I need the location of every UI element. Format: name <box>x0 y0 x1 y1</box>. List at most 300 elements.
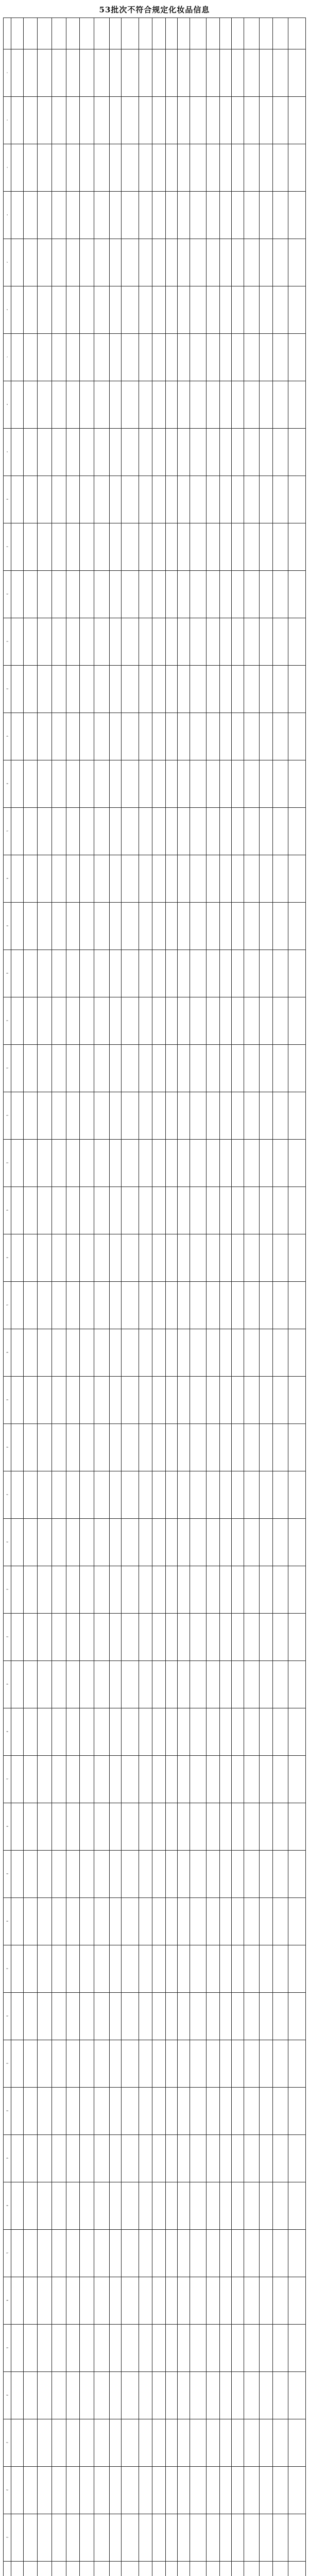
table-cell <box>79 997 94 1045</box>
table-cell <box>11 618 23 666</box>
table-cell <box>52 1045 66 1092</box>
table-cell <box>288 1614 305 1661</box>
table-cell <box>38 2419 52 2467</box>
table-cell <box>109 523 122 571</box>
table-cell <box>288 713 305 760</box>
table-cell <box>178 1993 190 2040</box>
table-cell <box>152 381 166 429</box>
table-cell <box>190 2514 206 2562</box>
table-cell <box>165 903 178 950</box>
table-cell <box>122 381 139 429</box>
table-cell <box>272 1140 288 1187</box>
table-row <box>4 2135 306 2182</box>
table-row <box>4 808 306 855</box>
table-cell <box>190 1187 206 1234</box>
table-cell <box>165 1329 178 1377</box>
row-number-cell: 43 <box>4 2040 11 2088</box>
table-cell <box>109 950 122 997</box>
table-cell <box>244 429 259 476</box>
table-cell <box>244 903 259 950</box>
table-cell <box>11 476 23 523</box>
table-row <box>4 192 306 239</box>
table-cell <box>219 2325 232 2372</box>
table-row <box>4 1803 306 1851</box>
table-cell <box>66 49 80 97</box>
table-cell <box>122 476 139 523</box>
table-cell <box>38 1092 52 1140</box>
row-number-cell <box>4 2562 11 2576</box>
table-cell <box>52 855 66 903</box>
table-cell <box>94 808 109 855</box>
table-cell <box>288 2135 305 2182</box>
table-cell <box>259 1471 272 1519</box>
table-cell <box>219 997 232 1045</box>
table-cell <box>109 1282 122 1329</box>
table-cell <box>288 523 305 571</box>
column-header <box>244 18 259 49</box>
table-cell <box>11 429 23 476</box>
table-cell <box>190 239 206 286</box>
table-cell <box>190 429 206 476</box>
table-cell <box>11 713 23 760</box>
table-cell <box>52 523 66 571</box>
table-cell <box>244 334 259 381</box>
table-cell <box>122 2040 139 2088</box>
table-cell <box>165 1519 178 1566</box>
table-cell <box>207 713 220 760</box>
table-cell <box>79 1187 94 1234</box>
table-cell <box>219 144 232 192</box>
table-cell <box>219 1045 232 1092</box>
table-cell <box>207 2514 220 2562</box>
table-cell <box>259 1803 272 1851</box>
table-cell <box>152 1519 166 1566</box>
table-cell <box>207 239 220 286</box>
table-cell <box>109 997 122 1045</box>
table-cell <box>244 2514 259 2562</box>
table-cell <box>178 381 190 429</box>
table-cell <box>259 1140 272 1187</box>
table-cell <box>122 1945 139 1993</box>
row-number-cell: 19 <box>4 903 11 950</box>
table-cell <box>288 381 305 429</box>
table-cell <box>288 571 305 618</box>
table-cell <box>38 1329 52 1377</box>
table-cell <box>288 1471 305 1519</box>
table-cell <box>244 381 259 429</box>
table-cell <box>232 429 244 476</box>
table-cell <box>219 2230 232 2277</box>
table-cell <box>152 760 166 808</box>
table-cell <box>94 2467 109 2514</box>
table-cell <box>219 1187 232 1234</box>
row-number-cell: 33 <box>4 1566 11 1614</box>
table-cell <box>288 144 305 192</box>
table-cell <box>139 381 152 429</box>
table-cell <box>272 1566 288 1614</box>
table-cell <box>165 2182 178 2230</box>
table-cell <box>219 903 232 950</box>
table-cell <box>219 334 232 381</box>
table-cell <box>66 1898 80 1945</box>
table-cell <box>66 2372 80 2419</box>
table-cell <box>94 1851 109 1898</box>
table-cell <box>232 855 244 903</box>
table-cell <box>232 997 244 1045</box>
table-cell <box>207 49 220 97</box>
table-cell <box>109 2419 122 2467</box>
row-number-cell: 9 <box>4 429 11 476</box>
table-cell <box>11 1282 23 1329</box>
table-cell <box>207 2040 220 2088</box>
table-cell <box>190 2230 206 2277</box>
table-cell <box>139 144 152 192</box>
table-cell <box>207 2277 220 2325</box>
table-cell <box>66 618 80 666</box>
table-cell <box>178 1756 190 1803</box>
table-cell <box>79 334 94 381</box>
table-cell <box>244 1803 259 1851</box>
table-cell <box>165 1424 178 1471</box>
table-cell <box>52 381 66 429</box>
table-cell <box>244 2135 259 2182</box>
table-row <box>4 571 306 618</box>
table-cell <box>11 2419 23 2467</box>
table-cell <box>259 286 272 334</box>
table-cell <box>139 903 152 950</box>
table-cell <box>207 855 220 903</box>
table-cell <box>272 1092 288 1140</box>
table-cell <box>94 950 109 997</box>
table-cell <box>232 1092 244 1140</box>
table-cell <box>288 903 305 950</box>
table-cell <box>52 1945 66 1993</box>
table-cell <box>259 49 272 97</box>
table-row <box>4 1140 306 1187</box>
table-cell <box>207 523 220 571</box>
table-cell <box>272 381 288 429</box>
table-cell <box>232 1708 244 1756</box>
table-cell <box>272 1803 288 1851</box>
table-cell <box>178 1140 190 1187</box>
table-cell <box>165 2277 178 2325</box>
table-cell <box>23 1708 38 1756</box>
table-cell <box>52 2419 66 2467</box>
table-cell <box>178 429 190 476</box>
table-cell <box>139 1898 152 1945</box>
table-cell <box>79 2230 94 2277</box>
table-cell <box>152 571 166 618</box>
table-cell <box>190 760 206 808</box>
table-cell <box>122 429 139 476</box>
table-cell <box>244 1092 259 1140</box>
table-cell <box>244 239 259 286</box>
table-cell <box>38 1424 52 1471</box>
table-cell <box>259 1708 272 1756</box>
table-cell <box>288 1756 305 1803</box>
table-cell <box>94 1471 109 1519</box>
table-cell <box>219 1282 232 1329</box>
table-cell <box>79 855 94 903</box>
table-cell <box>178 571 190 618</box>
table-cell <box>139 1803 152 1851</box>
table-cell <box>109 192 122 239</box>
table-cell <box>165 2088 178 2135</box>
table-cell <box>109 1140 122 1187</box>
table-cell <box>109 429 122 476</box>
table-cell <box>190 2467 206 2514</box>
row-number-cell: 39 <box>4 1851 11 1898</box>
column-header <box>66 18 80 49</box>
table-cell <box>11 2230 23 2277</box>
table-cell <box>122 2419 139 2467</box>
table-cell <box>165 1566 178 1614</box>
table-cell <box>259 1045 272 1092</box>
table-cell <box>152 1708 166 1756</box>
row-number-cell: 35 <box>4 1661 11 1708</box>
table-cell <box>207 1661 220 1708</box>
table-cell <box>190 1424 206 1471</box>
table-cell <box>178 286 190 334</box>
table-cell <box>259 2182 272 2230</box>
table-cell <box>66 1566 80 1614</box>
table-cell <box>288 2230 305 2277</box>
row-number-cell: 21 <box>4 997 11 1045</box>
table-cell <box>259 2135 272 2182</box>
table-cell <box>232 760 244 808</box>
table-cell <box>207 1566 220 1614</box>
row-number-cell: 23 <box>4 1092 11 1140</box>
table-cell <box>109 2467 122 2514</box>
table-cell <box>109 2277 122 2325</box>
table-cell <box>52 1614 66 1661</box>
table-cell <box>232 1377 244 1424</box>
table-cell <box>122 1756 139 1803</box>
table-cell <box>23 2467 38 2514</box>
table-cell <box>219 1851 232 1898</box>
table-cell <box>244 1898 259 1945</box>
table-cell <box>272 1756 288 1803</box>
table-cell <box>207 666 220 713</box>
table-cell <box>109 97 122 144</box>
table-cell <box>94 476 109 523</box>
table-cell <box>109 2040 122 2088</box>
row-number-cell: 8 <box>4 381 11 429</box>
table-cell <box>165 1092 178 1140</box>
table-cell <box>122 2277 139 2325</box>
table-cell <box>190 2135 206 2182</box>
table-cell <box>152 1234 166 1282</box>
table-cell <box>139 571 152 618</box>
table-cell <box>272 1234 288 1282</box>
table-cell <box>38 997 52 1045</box>
table-cell <box>232 1993 244 2040</box>
table-row <box>4 1471 306 1519</box>
table-cell <box>244 666 259 713</box>
table-cell <box>288 1234 305 1282</box>
table-cell <box>232 2514 244 2562</box>
table-cell <box>219 286 232 334</box>
table-cell <box>66 2467 80 2514</box>
table-row <box>4 1756 306 1803</box>
table-cell <box>94 144 109 192</box>
table-cell <box>38 1803 52 1851</box>
table-cell <box>66 1661 80 1708</box>
table-cell <box>288 760 305 808</box>
column-header <box>207 18 220 49</box>
table-cell <box>259 2040 272 2088</box>
table-cell <box>23 1519 38 1566</box>
table-cell <box>244 1187 259 1234</box>
table-cell <box>94 2419 109 2467</box>
table-cell <box>272 2325 288 2372</box>
table-cell <box>259 1756 272 1803</box>
column-header <box>190 18 206 49</box>
table-cell <box>11 49 23 97</box>
table-cell <box>207 1756 220 1803</box>
table-cell <box>109 1471 122 1519</box>
table-cell <box>152 2325 166 2372</box>
table-cell <box>94 618 109 666</box>
table-cell <box>122 1993 139 2040</box>
table-cell <box>207 1898 220 1945</box>
table-cell <box>165 760 178 808</box>
table-cell <box>52 666 66 713</box>
table-cell <box>259 1424 272 1471</box>
table-cell <box>244 2419 259 2467</box>
table-cell <box>38 2372 52 2419</box>
table-cell <box>139 1187 152 1234</box>
table-cell <box>165 2230 178 2277</box>
table-cell <box>52 192 66 239</box>
table-cell <box>52 1377 66 1424</box>
table-cell <box>190 1234 206 1282</box>
table-cell <box>23 2277 38 2325</box>
table-cell <box>232 1424 244 1471</box>
table-cell <box>66 1424 80 1471</box>
table-cell <box>11 381 23 429</box>
table-cell <box>190 1756 206 1803</box>
row-number-cell: 26 <box>4 1234 11 1282</box>
table-cell <box>66 239 80 286</box>
table-cell <box>190 476 206 523</box>
table-cell <box>219 97 232 144</box>
table-cell <box>38 1851 52 1898</box>
table-cell <box>178 2325 190 2372</box>
table-cell <box>109 1756 122 1803</box>
table-cell <box>232 2088 244 2135</box>
table-cell <box>79 1614 94 1661</box>
table-cell <box>219 713 232 760</box>
table-cell <box>79 2040 94 2088</box>
table-cell <box>11 1661 23 1708</box>
table-cell <box>66 903 80 950</box>
table-cell <box>139 855 152 903</box>
table-cell <box>52 49 66 97</box>
table-cell <box>11 1424 23 1471</box>
table-cell <box>272 2372 288 2419</box>
table-cell <box>11 903 23 950</box>
table-cell <box>288 2514 305 2562</box>
column-header <box>94 18 109 49</box>
table-cell <box>11 855 23 903</box>
table-cell <box>244 2325 259 2372</box>
table-cell <box>11 1851 23 1898</box>
table-cell <box>232 1566 244 1614</box>
table-cell <box>109 1377 122 1424</box>
table-cell <box>11 523 23 571</box>
table-cell <box>66 1377 80 1424</box>
table-cell <box>288 239 305 286</box>
table-cell <box>79 2325 94 2372</box>
table-cell <box>219 2467 232 2514</box>
table-cell <box>66 1614 80 1661</box>
table-cell <box>122 97 139 144</box>
table-cell <box>94 1329 109 1377</box>
table-cell <box>178 1945 190 1993</box>
table-cell <box>232 1945 244 1993</box>
table-cell <box>52 1566 66 1614</box>
table-cell <box>11 1140 23 1187</box>
table-cell <box>244 1993 259 2040</box>
table-cell <box>23 2325 38 2372</box>
table-cell <box>23 1471 38 1519</box>
table-cell <box>288 429 305 476</box>
table-cell <box>178 523 190 571</box>
table-cell <box>288 2182 305 2230</box>
table-cell <box>66 144 80 192</box>
table-cell <box>52 2088 66 2135</box>
table-cell <box>207 1282 220 1329</box>
table-cell <box>66 1945 80 1993</box>
table-cell <box>178 2514 190 2562</box>
table-cell <box>152 2419 166 2467</box>
table-cell <box>109 808 122 855</box>
table-cell <box>152 2040 166 2088</box>
table-cell <box>272 2277 288 2325</box>
table-cell <box>165 286 178 334</box>
table-cell <box>178 1566 190 1614</box>
table-cell <box>94 1234 109 1282</box>
table-cell <box>259 239 272 286</box>
table-cell <box>152 1803 166 1851</box>
table-cell <box>38 2088 52 2135</box>
table-cell <box>11 1234 23 1282</box>
table-cell <box>38 760 52 808</box>
table-cell <box>79 476 94 523</box>
table-cell <box>219 1092 232 1140</box>
table-cell <box>109 2088 122 2135</box>
table-cell <box>178 1045 190 1092</box>
table-cell <box>139 618 152 666</box>
table-cell <box>244 997 259 1045</box>
table-cell <box>94 1377 109 1424</box>
table-cell <box>288 1519 305 1566</box>
table-cell <box>272 523 288 571</box>
table-cell <box>219 2514 232 2562</box>
table-cell <box>139 808 152 855</box>
table-cell <box>23 1187 38 1234</box>
table-cell <box>165 2325 178 2372</box>
table-cell <box>232 1756 244 1803</box>
table-cell <box>219 192 232 239</box>
table-cell <box>94 1614 109 1661</box>
table-row <box>4 2372 306 2419</box>
table-cell <box>109 381 122 429</box>
table-cell <box>232 49 244 97</box>
table-cell <box>122 1471 139 1519</box>
table-cell <box>244 1756 259 1803</box>
